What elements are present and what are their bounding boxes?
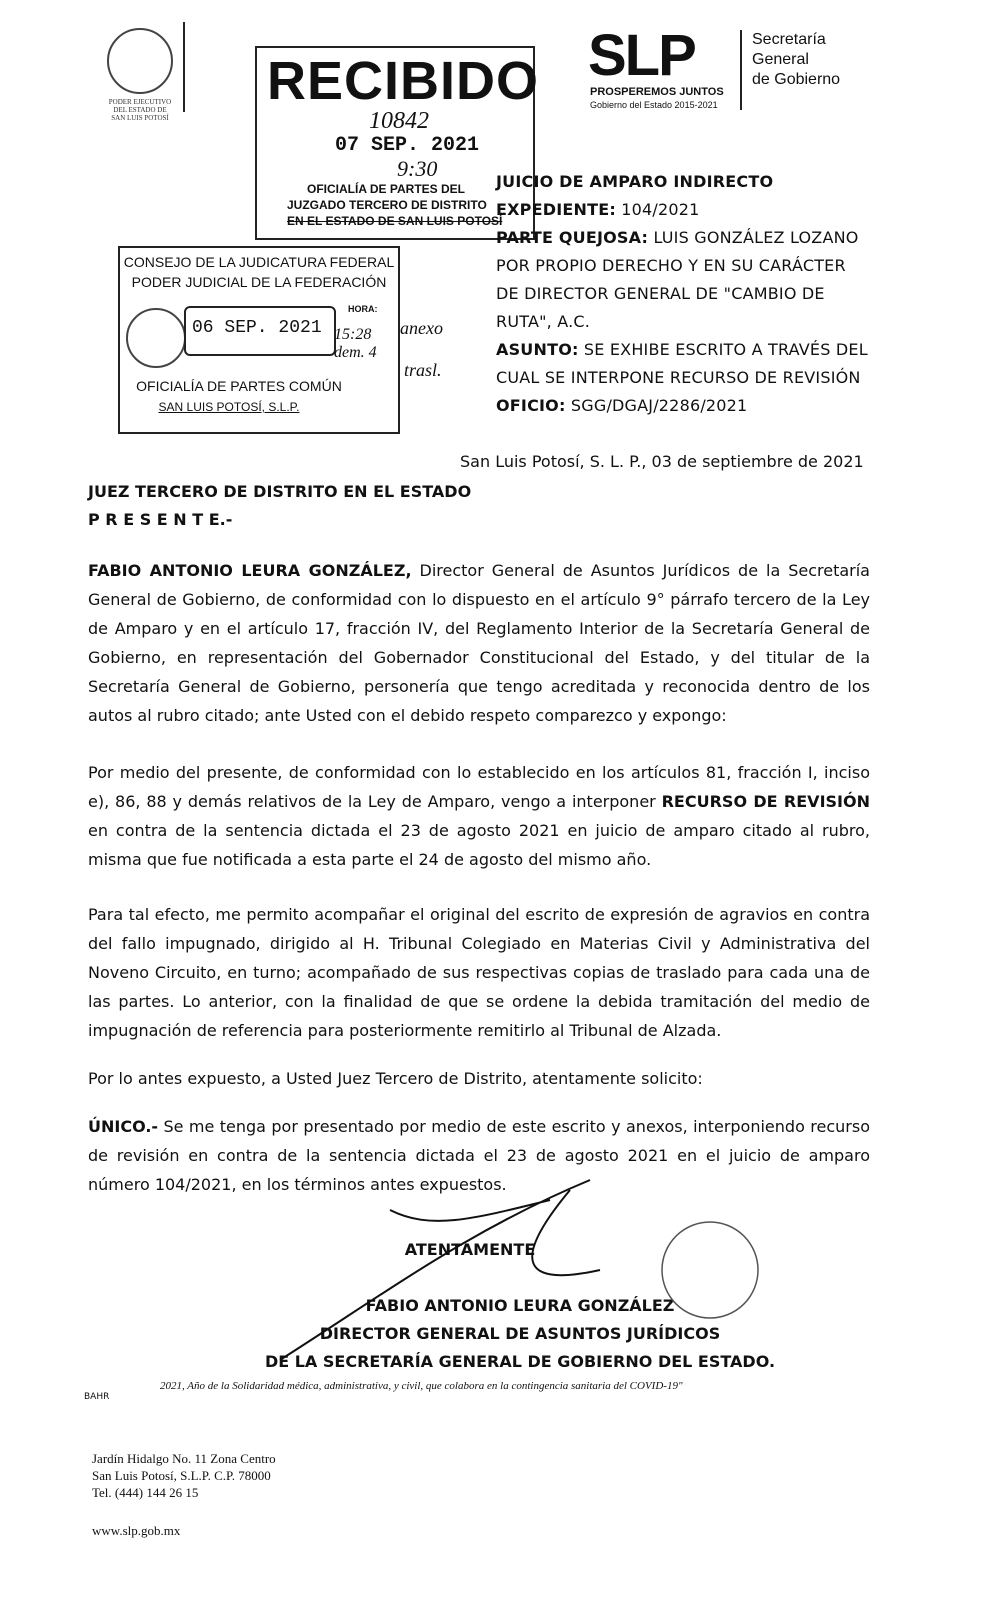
secretaria-line: General: [752, 51, 809, 68]
state-seal: [95, 28, 185, 122]
address: [92, 1450, 276, 1501]
stamp-line: SAN LUIS POTOSÍ, S.L.P.: [158, 400, 300, 414]
divider: [183, 22, 185, 112]
asunto-label: ASUNTO:: [496, 340, 579, 359]
hora-label: HORA:: [348, 304, 378, 314]
secretaria-line: Secretaría: [752, 31, 826, 48]
stamp-line: PODER JUDICIAL DE LA FEDERACIÓN: [131, 274, 387, 290]
handwritten-note: anexo: [400, 318, 443, 338]
logo-period: Gobierno del Estado 2015-2021: [590, 100, 718, 110]
stamp-date: 06 SEP. 2021: [192, 318, 322, 338]
received-stamp: [255, 46, 540, 240]
paragraph-text: Por medio del presente, de conformidad con lo establecido en los artículos 81, fracción I, inciso e), 86, 88 y demás relativos de la Ley de Amparo, vengo a interponer: [88, 763, 870, 811]
logo-slogan: PROSPEREMOS JUNTOS: [590, 86, 724, 98]
coat-of-arms-icon: [107, 28, 173, 94]
address-line: Tel. (444) 144 26 15: [92, 1485, 199, 1500]
signature-scribble: [270, 1170, 790, 1370]
stamp-line: OFICIALÍA DE PARTES DEL: [307, 182, 466, 196]
stamp-time: 15:28: [334, 326, 372, 343]
official-seal-icon: [662, 1222, 758, 1318]
initials: BAHR: [84, 1392, 110, 1402]
expediente-value: 104/2021: [621, 200, 700, 219]
signer-name: FABIO ANTONIO LEURA GONZÁLEZ: [365, 1296, 675, 1315]
paragraph-4: Por lo antes expuesto, a Usted Juez Tercero de Distrito, atentamente solicito:: [88, 1069, 703, 1088]
stamp-line: OFICIALÍA DE PARTES COMÚN: [136, 378, 342, 394]
expediente-label: EXPEDIENTE:: [496, 200, 616, 219]
stamp-title: RECIBIDO: [267, 51, 540, 111]
paragraph-3: Para tal efecto, me permito acompañar el original del escrito de expresión de agravios en contra del fallo impugnado, dirigido al H. Tribunal Colegiado en Materias Civil y Administrativa del Noveno Circuito, en turno; acompañado de sus respectivas copias de traslado para cada una de las partes. Lo anterior, con la finalidad de que se ordene la debida tramitación del medio de impugnación de referencia para posteriormente remitirlo al Tribunal de Alzada.: [88, 905, 870, 1040]
place-date: San Luis Potosí, S. L. P., 03 de septiembre de 2021: [460, 452, 864, 471]
asunto-line: CUAL SE INTERPONE RECURSO DE REVISIÓN: [496, 368, 861, 387]
presente: P R E S E N T E.-: [88, 510, 233, 529]
juicio-label: JUICIO DE AMPARO INDIRECTO: [496, 172, 774, 191]
address-line: Jardín Hidalgo No. 11 Zona Centro: [92, 1451, 276, 1466]
signer-title: DIRECTOR GENERAL DE ASUNTOS JURÍDICOS: [319, 1324, 721, 1343]
seal-line: PODER EJECUTIVO: [108, 98, 172, 106]
website: www.slp.gob.mx: [92, 1523, 181, 1538]
oficio-label: OFICIO:: [496, 396, 566, 415]
quejosa-line: DE DIRECTOR GENERAL DE "CAMBIO DE: [496, 284, 825, 303]
divider: [740, 30, 742, 110]
seal-line: DEL ESTADO DE: [113, 106, 167, 114]
atentamente: ATENTAMENTE: [404, 1240, 536, 1259]
stamp-time: 9:30: [397, 156, 438, 181]
paragraph-text: Director General de Asuntos Jurídicos de la Secretaría General de Gobierno, de conformidad con lo dispuesto en el artículo 9° párrafo tercero de la Ley de Amparo y en el artículo 17, fracción IV, del Reglamento Interior de la Secretaría General de Gobierno, en representación del Gobernador Constitucional del Estado, y del titular de la Secretaría General de Gobierno, personería que tengo acreditada y reconocida dentro de los autos al rubro citado; ante Usted con el debido respeto comparezco y expongo:: [88, 561, 870, 725]
slp-logo: SLP: [588, 23, 695, 88]
addressee: JUEZ TERCERO DE DISTRITO EN EL ESTADO: [88, 482, 472, 501]
quejosa-line: RUTA", A.C.: [496, 312, 591, 331]
motto: 2021, Año de la Solidaridad médica, administrativa, y civil, que colabora en la contingencia sanitaria del COVID-19": [160, 1380, 683, 1392]
stamp-number: 10842: [369, 108, 429, 134]
secretaria-line: de Gobierno: [752, 71, 841, 88]
paragraph-text: en contra de la sentencia dictada el 23 de agosto 2021 en juicio de amparo citado al rubro, misma que fue notificada a esta parte el 24 de agosto del mismo año.: [88, 821, 870, 869]
seal-line: SAN LUIS POTOSÍ: [111, 114, 169, 122]
stamp-line: JUZGADO TERCERO DE DISTRITO: [287, 198, 487, 212]
quejosa-line: POR PROPIO DERECHO Y EN SU CARÁCTER: [496, 256, 846, 275]
paragraph-2: [88, 758, 870, 874]
handwritten-note: dem. 4: [334, 344, 377, 361]
stamp-date: 07 SEP. 2021: [335, 134, 480, 157]
asunto-value: SE EXHIBE ESCRITO A TRAVÉS DEL: [583, 340, 868, 359]
judicial-stamp: [118, 246, 400, 434]
quejosa-label: PARTE QUEJOSA:: [496, 228, 649, 247]
oficio-value: SGG/DGAJ/2286/2021: [570, 396, 748, 415]
stamp-line: EN EL ESTADO DE SAN LUIS POTOSÍ: [287, 214, 503, 228]
case-header: [496, 168, 868, 420]
coat-of-arms-icon: [126, 308, 186, 368]
stamp-line: CONSEJO DE LA JUDICATURA FEDERAL: [123, 254, 395, 270]
paragraph-1: [88, 556, 870, 730]
author-name: FABIO ANTONIO LEURA GONZÁLEZ,: [88, 561, 412, 580]
recurso-label: RECURSO DE REVISIÓN: [661, 792, 870, 811]
handwritten-note: trasl.: [404, 360, 442, 380]
unico-label: ÚNICO.-: [88, 1117, 159, 1136]
signer-title: DE LA SECRETARÍA GENERAL DE GOBIERNO DEL ESTADO.: [264, 1352, 776, 1371]
paragraph-text: Se me tenga por presentado por medio de este escrito y anexos, interponiendo recurso de revisión en contra de la sentencia dictada el 23 de agosto 2021 en el juicio de amparo número 104/2021, en los términos antes expuestos.: [88, 1117, 870, 1194]
secretaria-label: [752, 30, 840, 90]
address-line: San Luis Potosí, S.L.P. C.P. 78000: [92, 1468, 271, 1483]
quejosa-value: LUIS GONZÁLEZ LOZANO: [653, 228, 859, 247]
